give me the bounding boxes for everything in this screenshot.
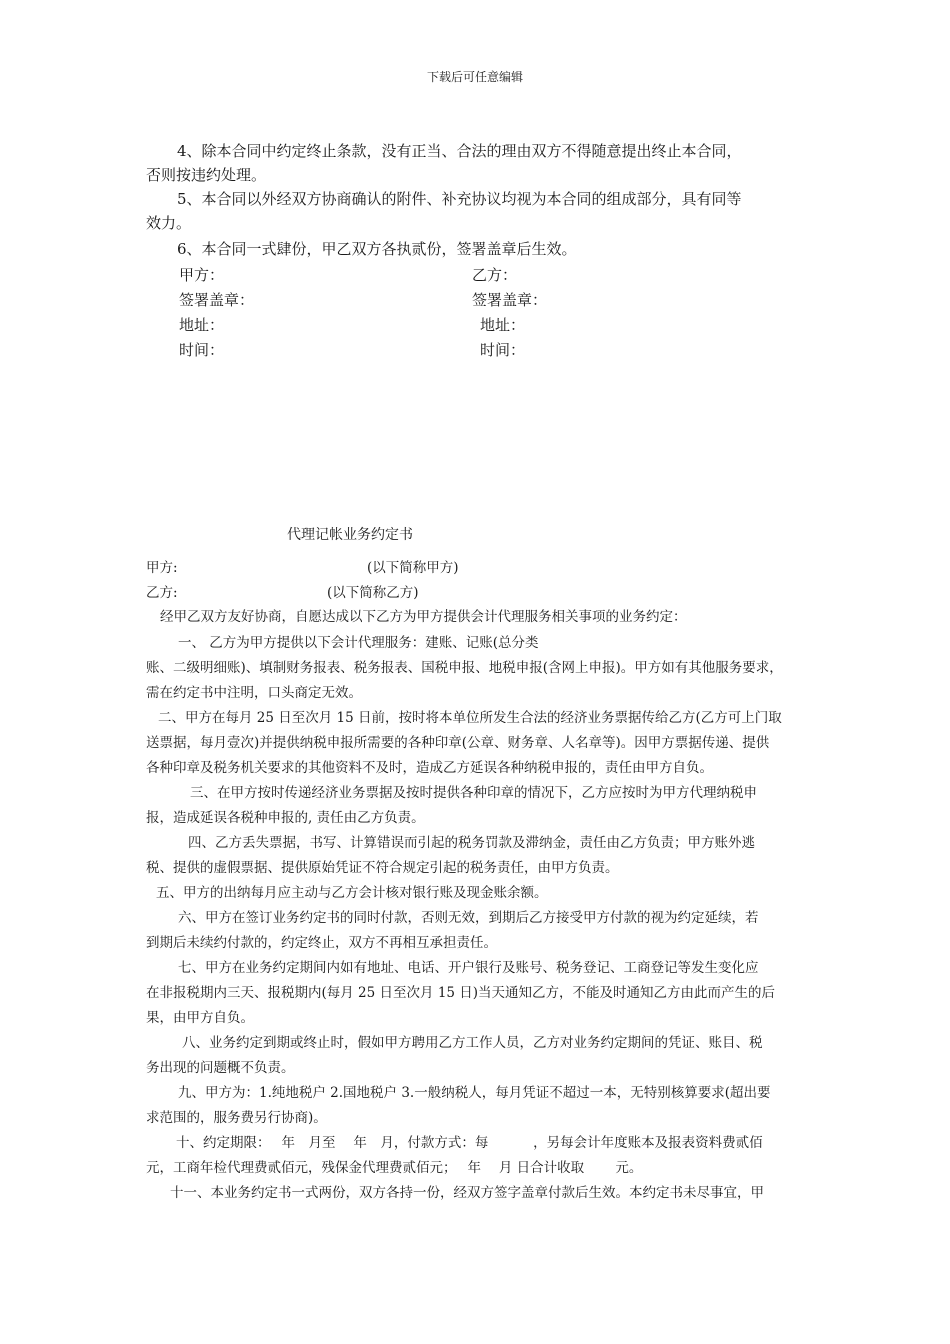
clause-2-line-1: 二、甲方在每月 25 日至次月 15 日前，按时将本单位所发生合法的经济业务票据传给乙方(乙方可上门取	[158, 710, 782, 726]
clause-6-line-2-agreement: 到期后未续约付款的，约定终止，双方不再相互承担责任。	[146, 935, 497, 951]
party-b-label: 乙方：	[472, 266, 518, 284]
jia-note: (以下简称甲方)	[367, 560, 459, 576]
clause-2-line-3: 各种印章及税务机关要求的其他资料不及时，造成乙方延误各种纳税申报的，责任由甲方自负。	[146, 760, 713, 776]
clause-4-line-1: 4、除本合同中约定终止条款，没有正当、合法的理由双方不得随意提出终止本合同，	[177, 142, 742, 160]
party-b-address-label: 地址：	[480, 316, 526, 334]
clause-9-line-2: 求范围的，服务费另行协商)。	[146, 1110, 327, 1126]
clause-5-line-1-agreement: 五、甲方的出纳每月应主动与乙方会计核对银行账及现金账余额。	[156, 885, 548, 901]
clause-5-line-2: 效力。	[146, 214, 192, 232]
party-b-sign-label: 签署盖章：	[472, 291, 548, 309]
agreement-title: 代理记帐业务约定书	[287, 527, 413, 543]
clause-1-line-1: 一、 乙方为甲方提供以下会计代理服务：建账、记账(总分类	[178, 635, 539, 651]
intro-paragraph: 经甲乙双方友好协商，自愿达成以下乙方为甲方提供会计代理服务相关事项的业务约定：	[160, 609, 687, 625]
clause-4-line-1-agreement: 四、乙方丢失票据，书写、计算错误而引起的税务罚款及滞纳金，责任由乙方负责；甲方账外逃	[188, 835, 755, 851]
clause-8-line-1: 八、业务约定到期或终止时，假如甲方聘用乙方工作人员，乙方对业务约定期间的凭证、账目、税	[182, 1035, 763, 1051]
clause-7-line-1: 七、甲方在业务约定期间内如有地址、电话、开户银行及账号、税务登记、工商登记等发生变化应	[178, 960, 759, 976]
clause-6-line-1-agreement: 六、甲方在签订业务约定书的同时付款，否则无效，到期后乙方接受甲方付款的视为约定延续，若	[178, 910, 759, 926]
clause-1-line-2: 账、二级明细账)、填制财务报表、税务报表、国税申报、地税申报(含网上申报)。甲方如有其他服务要求，	[146, 660, 783, 676]
clause-6-line-1: 6、本合同一式肆份，甲乙双方各执贰份，签署盖章后生效。	[177, 240, 577, 258]
clause-7-line-3: 果，由甲方自负。	[146, 1010, 254, 1026]
clause-3-line-2: 报，造成延误各税种申报的, 责任由乙方负责。	[146, 810, 425, 826]
clause-2-line-2: 送票据，每月壹次)并提供纳税申报所需要的各种印章(公章、财务章、人名章等)。因甲方票据传递、提供	[146, 735, 770, 751]
clause-11-line-1: 十一、本业务约定书一式两份，双方各持一份，经双方签字盖章付款后生效。本约定书未尽事宜，甲	[170, 1185, 764, 1201]
party-a-sign-label: 签署盖章：	[179, 291, 255, 309]
clause-8-line-2: 务出现的问题概不负责。	[146, 1060, 295, 1076]
jia-label: 甲方:	[146, 560, 178, 576]
clause-7-line-2: 在非报税期内三天、报税期内(每月 25 日至次月 15 日)当天通知乙方，不能及时通知乙方由此而产生的后	[146, 985, 776, 1001]
yi-label: 乙方:	[146, 585, 178, 601]
party-a-time-label: 时间：	[179, 341, 225, 359]
party-a-label: 甲方：	[179, 266, 225, 284]
party-a-address-label: 地址：	[179, 316, 225, 334]
yi-note: (以下简称乙方)	[327, 585, 419, 601]
clause-9-line-1: 九、甲方为：1.纯地税户 2.国地税户 3.一般纳税人，每月凭证不超过一本，无特别核算要求(超出要	[178, 1085, 771, 1101]
clause-3-line-1: 三、在甲方按时传递经济业务票据及按时提供各种印章的情况下，乙方应按时为甲方代理纳税申	[190, 785, 757, 801]
clause-1-line-3: 需在约定书中注明，口头商定无效。	[146, 685, 362, 701]
page-header-note: 下载后可任意编辑	[426, 70, 523, 84]
clause-10-line-2: 元，工商年检代理费贰佰元，残保金代理费贰佰元； 年 月 日合计收取 元。	[146, 1160, 643, 1176]
clause-4-line-2: 否则按违约处理。	[146, 166, 267, 184]
clause-4-line-2-agreement: 税、提供的虚假票据、提供原始凭证不符合规定引起的税务责任，由甲方负责。	[146, 860, 619, 876]
party-b-time-label: 时间：	[480, 341, 526, 359]
clause-5-line-1: 5、本合同以外经双方协商确认的附件、补充协议均视为本合同的组成部分，具有同等	[177, 190, 742, 208]
clause-10-line-1: 十、约定期限： 年 月至 年 月，付款方式：每 ，另每会计年度账本及报表资料费贰佰	[176, 1135, 763, 1151]
